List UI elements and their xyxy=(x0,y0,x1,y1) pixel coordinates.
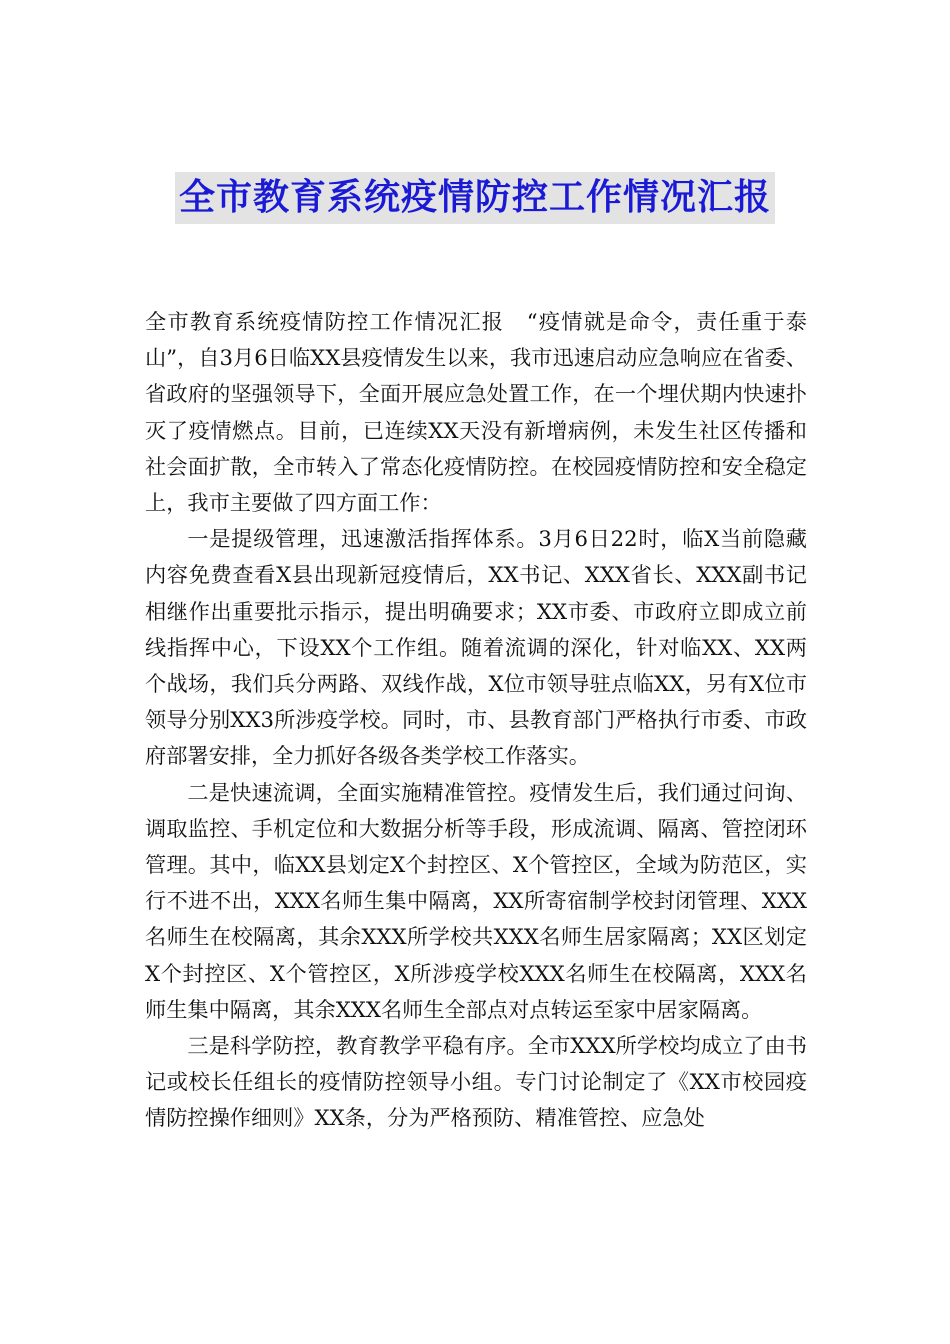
document-title: 全市教育系统疫情防控工作情况汇报 xyxy=(175,172,775,224)
paragraph-3: 三是科学防控，教育教学平稳有序。全市XXX所学校均成立了由书记或校长任组长的疫情防控领导小组。专门讨论制定了《XX市校园疫情防控操作细则》XX条，分为严格预防、精准管控、应急处 xyxy=(145,1033,807,1131)
document-body xyxy=(145,304,807,1137)
paragraph-intro: 全市教育系统疫情防控工作情况汇报 “疫情就是命令，责任重于泰山”，自3月6日临XX县疫情发生以来，我市迅速启动应急响应在省委、省政府的坚强领导下，全面开展应急处置工作，在一个埋伏期内快速扑灭了疫情燃点。目前，已连续XX天没有新增病例，未发生社区传播和社会面扩散，全市转入了常态化疫情防控。在校园疫情防控和安全稳定上，我市主要做了四方面工作： xyxy=(145,309,807,516)
paragraph-2: 二是快速流调，全面实施精准管控。疫情发生后，我们通过问询、调取监控、手机定位和大数据分析等手段，形成流调、隔离、管控闭环管理。其中，临XX县划定X个封控区、X个管控区，全域为防范区，实行不进不出，XXX名师生集中隔离，XX所寄宿制学校封闭管理、XXX名师生在校隔离，其余XXX所学校共XXX名师生居家隔离；XX区划定X个封控区、X个管控区，X所涉疫学校XXX名师生在校隔离，XXX名师生集中隔离，其余XXX名师生全部点对点转运至家中居家隔离。 xyxy=(145,779,807,1022)
paragraph-1: 一是提级管理，迅速激活指挥体系。3月6日22时，临X当前隐藏内容免费查看X县出现新冠疫情后，XX书记、XXX省长、XXX副书记相继作出重要批示指示，提出明确要求；XX市委、市政府立即成立前线指挥中心，下设XX个工作组。随着流调的深化，针对临XX、XX两个战场，我们兵分两路、双线作战，X位市领导驻点临XX，另有X位市领导分别XX3所涉疫学校。同时，市、县教育部门严格执行市委、市政府部署安排，全力抓好各级各类学校工作落实。 xyxy=(145,526,807,769)
title-container xyxy=(0,172,950,224)
